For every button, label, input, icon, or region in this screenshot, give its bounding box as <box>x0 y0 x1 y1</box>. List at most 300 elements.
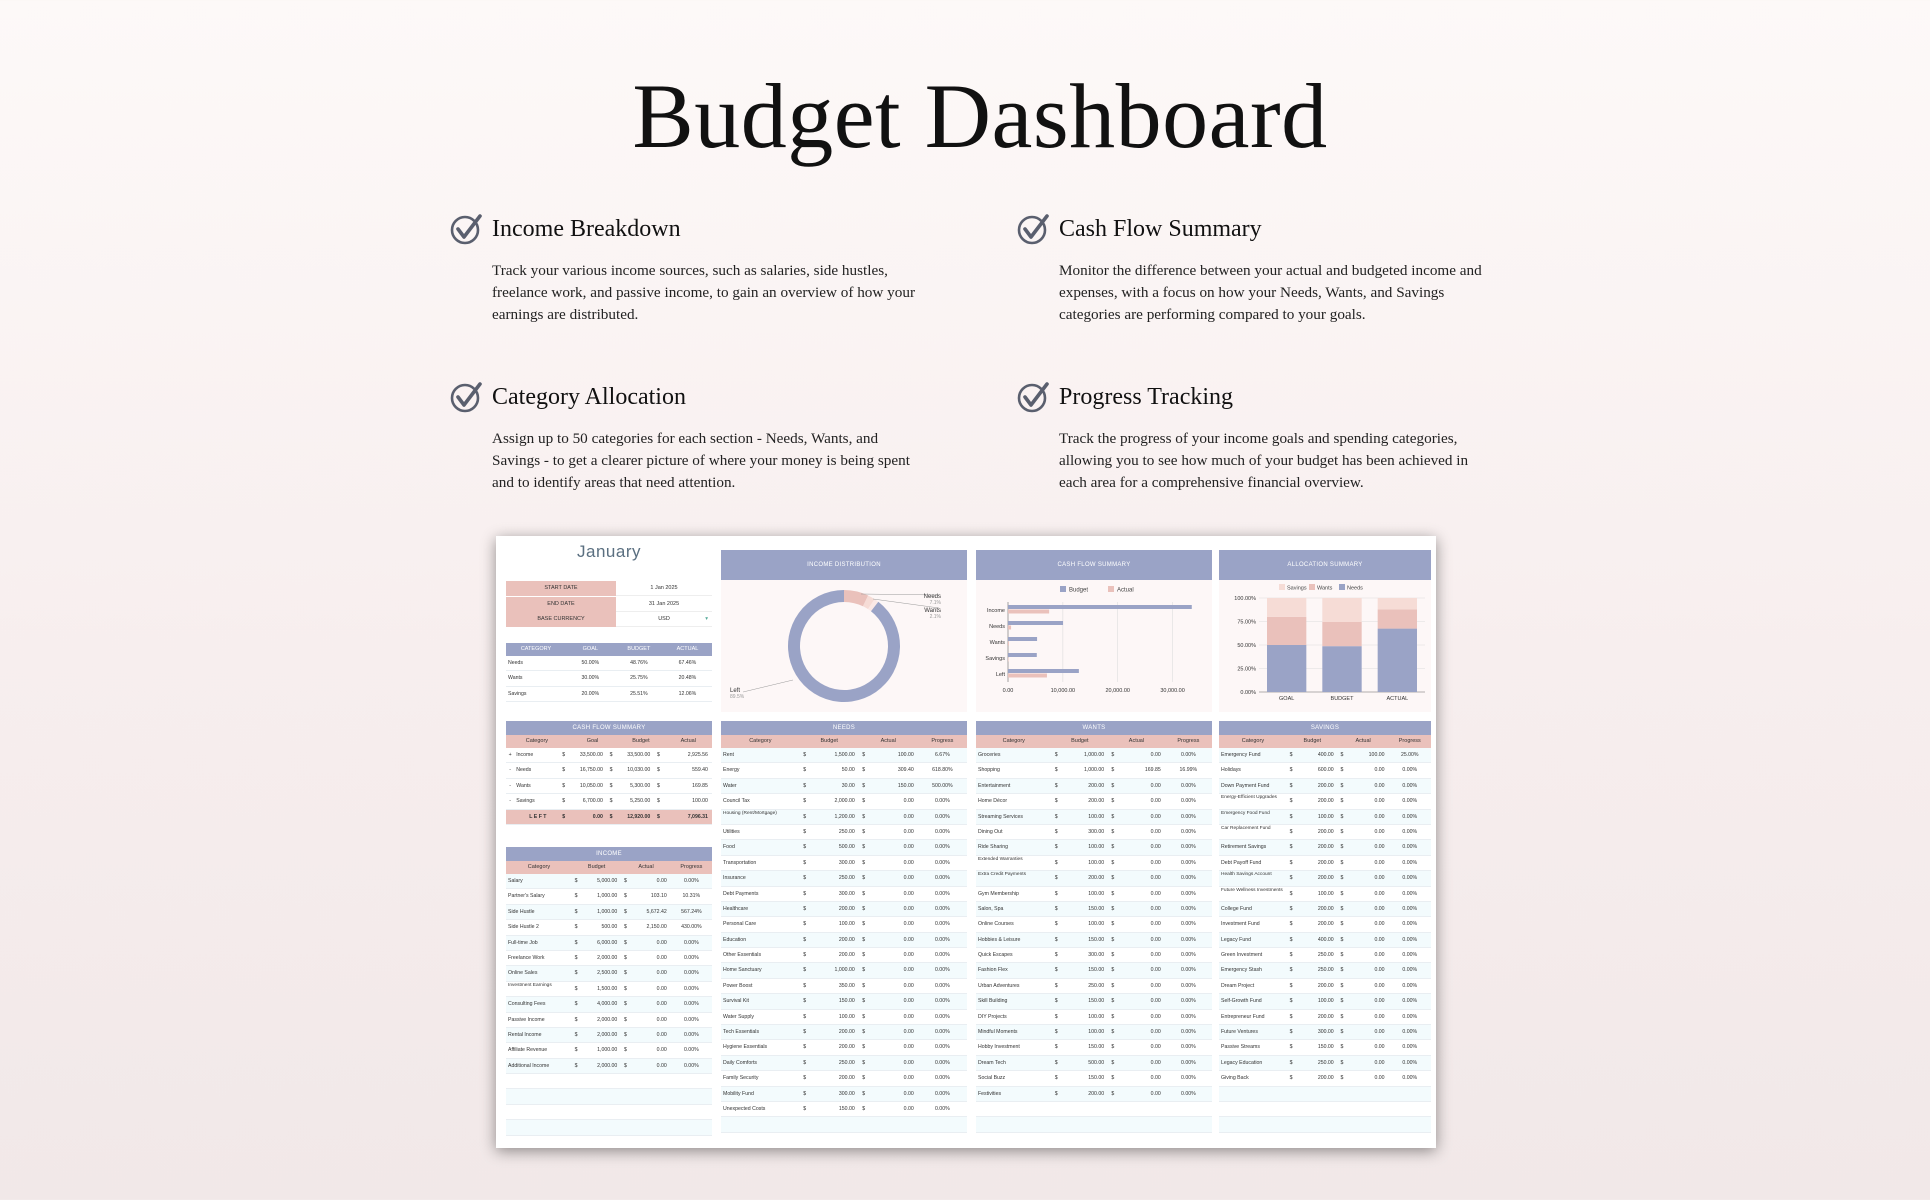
table-cell: $ <box>624 954 627 961</box>
table-header-row <box>1219 735 1431 748</box>
table-cell: 100.00 <box>897 752 914 758</box>
tick-label: 20,000.00 <box>1105 688 1130 694</box>
table-cell: 0.00% <box>1402 859 1418 866</box>
income-distribution-header: INCOME DISTRIBUTION <box>721 550 967 580</box>
table-row <box>1219 917 1431 932</box>
table-cell: 150.00 <box>1317 1044 1334 1051</box>
table-cell: $ <box>803 813 807 820</box>
table-cell: 0.00% <box>1402 905 1418 912</box>
table-cell: $ <box>1340 844 1344 851</box>
table-cell: 200.00 <box>1317 921 1334 928</box>
table-cell: 0.00% <box>934 952 950 959</box>
table-cell: 5,000.00 <box>597 878 618 884</box>
table-cell: $ <box>1111 890 1115 897</box>
table-cell: $ <box>1340 1044 1344 1051</box>
table-cell: Wants <box>508 675 523 682</box>
table-cell: Side Hustle 2 <box>508 924 539 931</box>
column-header: ACTUAL <box>676 646 699 652</box>
table-cell: 0.00 <box>903 875 914 882</box>
table-row <box>506 1043 712 1058</box>
column-header: Budget <box>820 738 838 744</box>
table-cell: 12.06% <box>678 690 697 697</box>
table-cell: 0.00 <box>1150 813 1161 820</box>
table-cell: + <box>508 752 512 758</box>
table-cell: 6,000.00 <box>597 939 618 946</box>
table-cell: $ <box>1289 828 1293 835</box>
month-title: January <box>577 542 641 561</box>
table-cell: 500.00 <box>838 844 855 851</box>
table-cell: 200.00 <box>1317 782 1334 789</box>
tick-label: 100.00% <box>1234 596 1256 602</box>
table-row <box>1219 779 1431 794</box>
table-cell: $ <box>1289 998 1293 1005</box>
table-row <box>1219 994 1431 1009</box>
table-cell: 250.00 <box>838 1059 855 1066</box>
column-header: Category <box>527 864 551 870</box>
table-cell: 5,250.00 <box>630 798 651 805</box>
table-row <box>506 874 712 889</box>
table-row <box>976 1087 1212 1102</box>
legend-label: Budget <box>1069 587 1089 594</box>
table-cell: Other Essentials <box>723 952 762 959</box>
income-table <box>506 847 712 1136</box>
table-row <box>506 656 712 671</box>
table-row <box>721 794 967 809</box>
table-cell: 250.00 <box>1317 967 1334 974</box>
table-cell: $ <box>574 924 578 931</box>
table-row <box>506 966 712 981</box>
table-cell: 0.00 <box>1374 921 1385 928</box>
table-cell: 2,000.00 <box>597 954 618 961</box>
table-cell: 0.00 <box>1374 967 1385 974</box>
table-cell: 0.00 <box>592 813 603 820</box>
table-row <box>976 856 1212 871</box>
allocation-summary-header: ALLOCATION SUMMARY <box>1219 550 1431 580</box>
table-cell: $ <box>1054 1059 1058 1066</box>
table-cell: 0.00 <box>903 844 914 851</box>
table-cell: 0.00 <box>1374 1075 1385 1082</box>
table-cell: $ <box>574 1001 578 1008</box>
table-cell: 200.00 <box>1317 982 1334 989</box>
table-cell: 0.00 <box>1150 1029 1161 1036</box>
tick-label: 50.00% <box>1237 643 1256 649</box>
table-cell: 0.00 <box>1374 998 1385 1005</box>
table-cell: $ <box>1340 782 1344 789</box>
table-row <box>721 1025 967 1040</box>
table-cell: $ <box>862 752 866 758</box>
column-header: Budget <box>1303 738 1321 744</box>
table-cell: 0.00 <box>1374 782 1385 789</box>
table-cell: $ <box>1289 859 1293 866</box>
table-row <box>506 779 712 794</box>
feature-3 <box>450 380 920 494</box>
info-row <box>506 612 712 627</box>
table-row <box>976 779 1212 794</box>
table-cell: 300.00 <box>1088 828 1105 835</box>
table-cell: Water Supply <box>723 1013 754 1020</box>
table-cell: $ <box>1289 1075 1293 1082</box>
table-cell: 250.00 <box>1317 952 1334 959</box>
table-row <box>506 905 712 920</box>
checkmark-circle-icon <box>1017 380 1051 414</box>
table-cell: 0.00% <box>1181 967 1196 974</box>
table-cell: 200.00 <box>1317 844 1334 851</box>
table-cell: $ <box>803 1059 807 1066</box>
income-donut-chart <box>721 580 967 712</box>
table-cell: $ <box>803 828 807 835</box>
table-cell: 6.67% <box>934 752 950 758</box>
table-cell: Survival Kit <box>723 998 749 1005</box>
table-cell: $ <box>1054 875 1058 882</box>
table-cell: Savings <box>516 798 535 805</box>
table-row <box>721 1056 967 1071</box>
table-cell: Skill Building <box>978 998 1008 1005</box>
table-cell: 100.00 <box>1088 890 1105 897</box>
table-cell: $ <box>1340 828 1344 835</box>
table-cell: 0.00% <box>934 813 950 820</box>
table-cell: 0.00 <box>1150 782 1161 789</box>
table-cell: Housing (Rent/Mortgage) <box>723 810 777 816</box>
table-cell: 0.00% <box>934 890 950 897</box>
table-cell: Energy-Efficient Upgrades <box>1221 795 1277 801</box>
table-cell: $ <box>1289 1029 1293 1036</box>
table-cell: - <box>509 782 511 789</box>
table-cell: 0.00 <box>1150 859 1161 866</box>
table-cell: 0.00 <box>656 1047 667 1054</box>
table-cell: $ <box>862 982 866 989</box>
feature-4 <box>1017 380 1487 494</box>
table-cell: $ <box>862 967 866 974</box>
column-header: Actual <box>1355 738 1371 744</box>
feature-2 <box>1017 212 1487 326</box>
table-cell: Tech Essentials <box>723 1029 760 1036</box>
table-cell: $ <box>656 767 660 774</box>
table-cell: 430.00% <box>681 924 702 931</box>
feature-heading <box>1017 380 1487 414</box>
table-cell: Home Décor <box>978 798 1008 805</box>
slice-label: Wants <box>924 608 941 614</box>
table-cell: 0.00% <box>1181 905 1196 912</box>
table-cell: 0.00% <box>1402 1075 1418 1082</box>
table-row <box>1219 825 1431 840</box>
table-cell: 0.00% <box>1181 844 1196 851</box>
table-cell: 150.00 <box>838 998 855 1005</box>
info-value <box>616 581 712 596</box>
table-cell: $ <box>1289 844 1293 851</box>
table-cell: Festivities <box>978 1090 1002 1097</box>
table-cell: 0.00 <box>1374 890 1385 897</box>
feature-heading <box>450 212 920 246</box>
column-header: Actual <box>1128 738 1145 744</box>
table-cell: 48.76% <box>630 660 648 666</box>
table-cell: Passive Streams <box>1221 1044 1260 1051</box>
table-cell: $ <box>1054 982 1058 989</box>
info-label: BASE CURRENCY <box>506 612 616 627</box>
wants-table <box>976 721 1212 1133</box>
column-header: Progress <box>1398 738 1421 744</box>
table-row <box>721 963 967 978</box>
table-row <box>976 1010 1212 1025</box>
table-cell: Dream Project <box>1221 982 1255 989</box>
table-cell: 0.00% <box>1402 998 1418 1005</box>
table-cell: 0.00 <box>903 936 914 943</box>
table-cell: $ <box>574 1047 578 1054</box>
table-cell: 0.00 <box>656 954 667 961</box>
table-cell: Online Sales <box>508 970 538 977</box>
table-cell: $ <box>862 1090 866 1097</box>
table-cell: 0.00% <box>1402 767 1418 774</box>
table-cell: $ <box>862 1044 866 1051</box>
table-cell: 0.00% <box>934 967 950 974</box>
table-cell: $ <box>1289 1059 1293 1066</box>
needs-table <box>721 721 967 1133</box>
table-row <box>721 856 967 871</box>
table-cell: 0.00% <box>1181 921 1196 928</box>
table-cell: $ <box>1289 936 1293 943</box>
table-cell: 0.00 <box>656 970 667 977</box>
table-cell: $ <box>862 798 866 805</box>
bar-budget <box>1008 605 1192 609</box>
table-cell: 0.00 <box>656 939 667 946</box>
table-cell: Hobby Investment <box>978 1044 1020 1051</box>
slice-percent: 2.1% <box>929 614 941 620</box>
table-row <box>1219 1056 1431 1071</box>
table-cell: Savings <box>508 690 527 697</box>
table-cell: $ <box>803 982 807 989</box>
table-cell: 0.00 <box>1374 1029 1385 1036</box>
table-cell: $ <box>862 828 866 835</box>
table-cell: $ <box>1340 1059 1344 1066</box>
table-cell: $ <box>1054 828 1058 835</box>
table-cell: Mobility Fund <box>723 1090 754 1097</box>
table-row <box>506 671 712 686</box>
table-cell: $ <box>1054 998 1058 1005</box>
table-row <box>721 871 967 886</box>
leader-line <box>743 680 793 692</box>
table-cell: 0.00% <box>1402 921 1418 928</box>
table-cell: 7,096.31 <box>687 813 708 820</box>
table-cell: $ <box>1289 967 1293 974</box>
table-header-row <box>506 643 712 656</box>
table-cell: 50.00% <box>581 660 600 666</box>
slice-label: Needs <box>923 594 941 600</box>
table-cell: 1,200.00 <box>834 813 855 820</box>
table-cell: $ <box>1111 998 1115 1005</box>
table-cell: 25.75% <box>630 675 648 682</box>
table-cell: 169.85 <box>692 782 708 789</box>
table-cell: $ <box>862 1075 866 1082</box>
table-cell: 0.00 <box>903 798 914 805</box>
table-cell: 0.00 <box>903 1029 914 1036</box>
table-cell: 33,500.00 <box>627 752 651 758</box>
table-row <box>1219 1025 1431 1040</box>
table-cell: $ <box>1289 813 1293 820</box>
table-cell: 0.00 <box>1374 767 1385 774</box>
table-row <box>721 840 967 855</box>
table-row <box>506 997 712 1012</box>
table-cell: Giving Back <box>1221 1075 1249 1082</box>
table-cell: Personal Care <box>723 921 757 928</box>
page-title: Budget Dashboard <box>632 65 1328 167</box>
table-cell: 0.00% <box>1181 998 1196 1005</box>
table-cell: 0.00 <box>1374 875 1385 882</box>
table-cell: Ride Sharing <box>978 844 1008 851</box>
table-row <box>721 994 967 1009</box>
table-cell: 16.99% <box>1179 767 1198 774</box>
table-cell: 0.00% <box>1402 952 1418 959</box>
table-cell: 103.10 <box>650 893 667 900</box>
table-cell: 100.00 <box>1088 1013 1105 1020</box>
column-header: Progress <box>931 738 954 744</box>
table-cell: 0.00 <box>1150 1013 1161 1020</box>
cash-flow-chart <box>976 580 1212 712</box>
info-value <box>616 597 712 612</box>
table-cell: L E F T <box>529 813 547 820</box>
table-cell: $ <box>1340 798 1344 805</box>
table-cell: 1,000.00 <box>1083 767 1105 774</box>
table-cell: 16,750.00 <box>579 767 603 774</box>
column-header: Category <box>749 738 772 744</box>
table-cell: $ <box>1054 767 1058 774</box>
table-cell: 200.00 <box>1317 1013 1334 1020</box>
table-cell: $ <box>1340 890 1344 897</box>
table-cell: 5,300.00 <box>630 782 651 789</box>
table-cell: 300.00 <box>838 859 855 866</box>
currency-select[interactable] <box>616 612 712 627</box>
category-label: Needs <box>989 624 1005 630</box>
donut-slice-left <box>788 590 900 702</box>
table-cell: 0.00 <box>903 905 914 912</box>
table-cell: 350.00 <box>838 982 855 989</box>
table-cell: $ <box>1111 967 1115 974</box>
table-cell: $ <box>862 952 866 959</box>
table-row <box>976 1056 1212 1071</box>
table-row <box>721 825 967 840</box>
table-cell: 150.00 <box>838 1105 855 1112</box>
table-cell: $ <box>1111 1090 1115 1097</box>
table-cell: 0.00% <box>934 905 950 912</box>
table-cell: 200.00 <box>838 936 855 943</box>
cash-flow-table <box>506 721 712 825</box>
table-cell: 100.00 <box>1088 844 1105 851</box>
table-cell: 0.00% <box>1181 1029 1196 1036</box>
table-cell: $ <box>1054 782 1058 789</box>
table-cell: 0.00 <box>1374 905 1385 912</box>
table-cell: Transportation <box>723 859 757 866</box>
info-value-text: USD <box>658 616 670 622</box>
table-cell: 0.00% <box>1402 1029 1418 1036</box>
table-cell: 200.00 <box>1088 782 1105 789</box>
table-cell: $ <box>862 813 866 820</box>
column-header: Progress <box>680 864 703 870</box>
table-cell: 500.00 <box>1088 1059 1105 1066</box>
legend-swatch <box>1060 586 1066 592</box>
table-cell: $ <box>803 1090 807 1097</box>
table-cell: $ <box>862 1013 866 1020</box>
table-cell: $ <box>1111 782 1115 789</box>
table-cell: 150.00 <box>1088 1044 1105 1051</box>
table-cell: Future Wellness Investments <box>1221 887 1283 893</box>
table-cell: $ <box>1111 875 1115 882</box>
table-cell: Healthcare <box>723 905 749 912</box>
table-cell: $ <box>803 875 807 882</box>
table-cell: 0.00% <box>1181 752 1196 758</box>
legend-label: Actual <box>1117 587 1134 594</box>
table-cell: $ <box>1054 905 1058 912</box>
table-cell: Wants <box>516 782 531 789</box>
table-cell: 250.00 <box>838 875 855 882</box>
table-header-row <box>721 735 967 748</box>
table-cell: Holidays <box>1221 767 1241 774</box>
bar-actual <box>1008 610 1049 614</box>
table-cell: 0.00 <box>1374 1059 1385 1066</box>
table-cell: 100.00 <box>1088 813 1105 820</box>
info-label: END DATE <box>506 597 616 612</box>
table-cell: $ <box>1111 1013 1115 1020</box>
category-label: Wants <box>989 640 1005 646</box>
checkmark-circle-icon <box>450 380 484 414</box>
empty-row <box>506 1105 712 1120</box>
table-cell: $ <box>562 813 566 820</box>
table-row <box>976 979 1212 994</box>
table-cell: 0.00% <box>683 985 699 992</box>
section-header: INCOME <box>506 847 712 861</box>
feature-description: Track your various income sources, such as salaries, side hustles, freelance work, and passive income, to gain an overview of how your earnings are distributed. <box>492 262 915 323</box>
table-cell: 0.00 <box>656 1001 667 1008</box>
table-cell: 100.00 <box>1088 859 1105 866</box>
feature-title: Category Allocation <box>492 383 686 410</box>
table-cell: 0.00 <box>656 1031 667 1038</box>
column-header: Goal <box>586 738 599 744</box>
table-cell: $ <box>1111 844 1115 851</box>
tick-label: 10,000.00 <box>1050 688 1076 694</box>
table-cell: 0.00% <box>934 1059 950 1066</box>
table-cell: 100.00 <box>1088 1029 1105 1036</box>
table-cell: $ <box>862 1059 866 1066</box>
table-cell: 1,000.00 <box>1083 752 1105 758</box>
empty-row <box>721 1117 967 1132</box>
slice-label: Left <box>730 688 741 694</box>
table-cell: College Fund <box>1221 905 1252 912</box>
stack-needs <box>1267 645 1306 692</box>
table-cell: Energy <box>723 767 740 774</box>
table-cell: 250.00 <box>1317 1059 1334 1066</box>
table-row <box>976 917 1212 932</box>
bar-budget <box>1008 621 1063 625</box>
table-cell: $ <box>574 878 578 884</box>
table-cell: $ <box>862 859 866 866</box>
feature-description: Assign up to 50 categories for each section - Needs, Wants, and Savings - to get a clearer picture of where your money is being spent and to identify areas that need attention. <box>492 430 910 491</box>
table-cell: 200.00 <box>1088 798 1105 805</box>
category-label: ACTUAL <box>1386 696 1409 702</box>
table-cell: Self-Growth Fund <box>1221 998 1262 1005</box>
table-cell: $ <box>1111 982 1115 989</box>
table-cell: Rent <box>723 752 734 758</box>
bar-budget <box>1008 669 1079 673</box>
slice-percent: 89.5% <box>730 694 745 700</box>
table-cell: Affiliate Revenue <box>508 1047 548 1054</box>
table-cell: 0.00% <box>1402 813 1418 820</box>
table-cell: 200.00 <box>1317 905 1334 912</box>
table-cell: $ <box>1054 936 1058 943</box>
table-row <box>1219 794 1431 809</box>
table-cell: 300.00 <box>838 890 855 897</box>
tick-label: 25.00% <box>1237 666 1256 673</box>
table-cell: $ <box>1054 1013 1058 1020</box>
table-cell: $ <box>624 970 627 977</box>
stack-savings <box>1378 598 1417 609</box>
table-cell: Extra Credit Payments <box>978 872 1026 878</box>
